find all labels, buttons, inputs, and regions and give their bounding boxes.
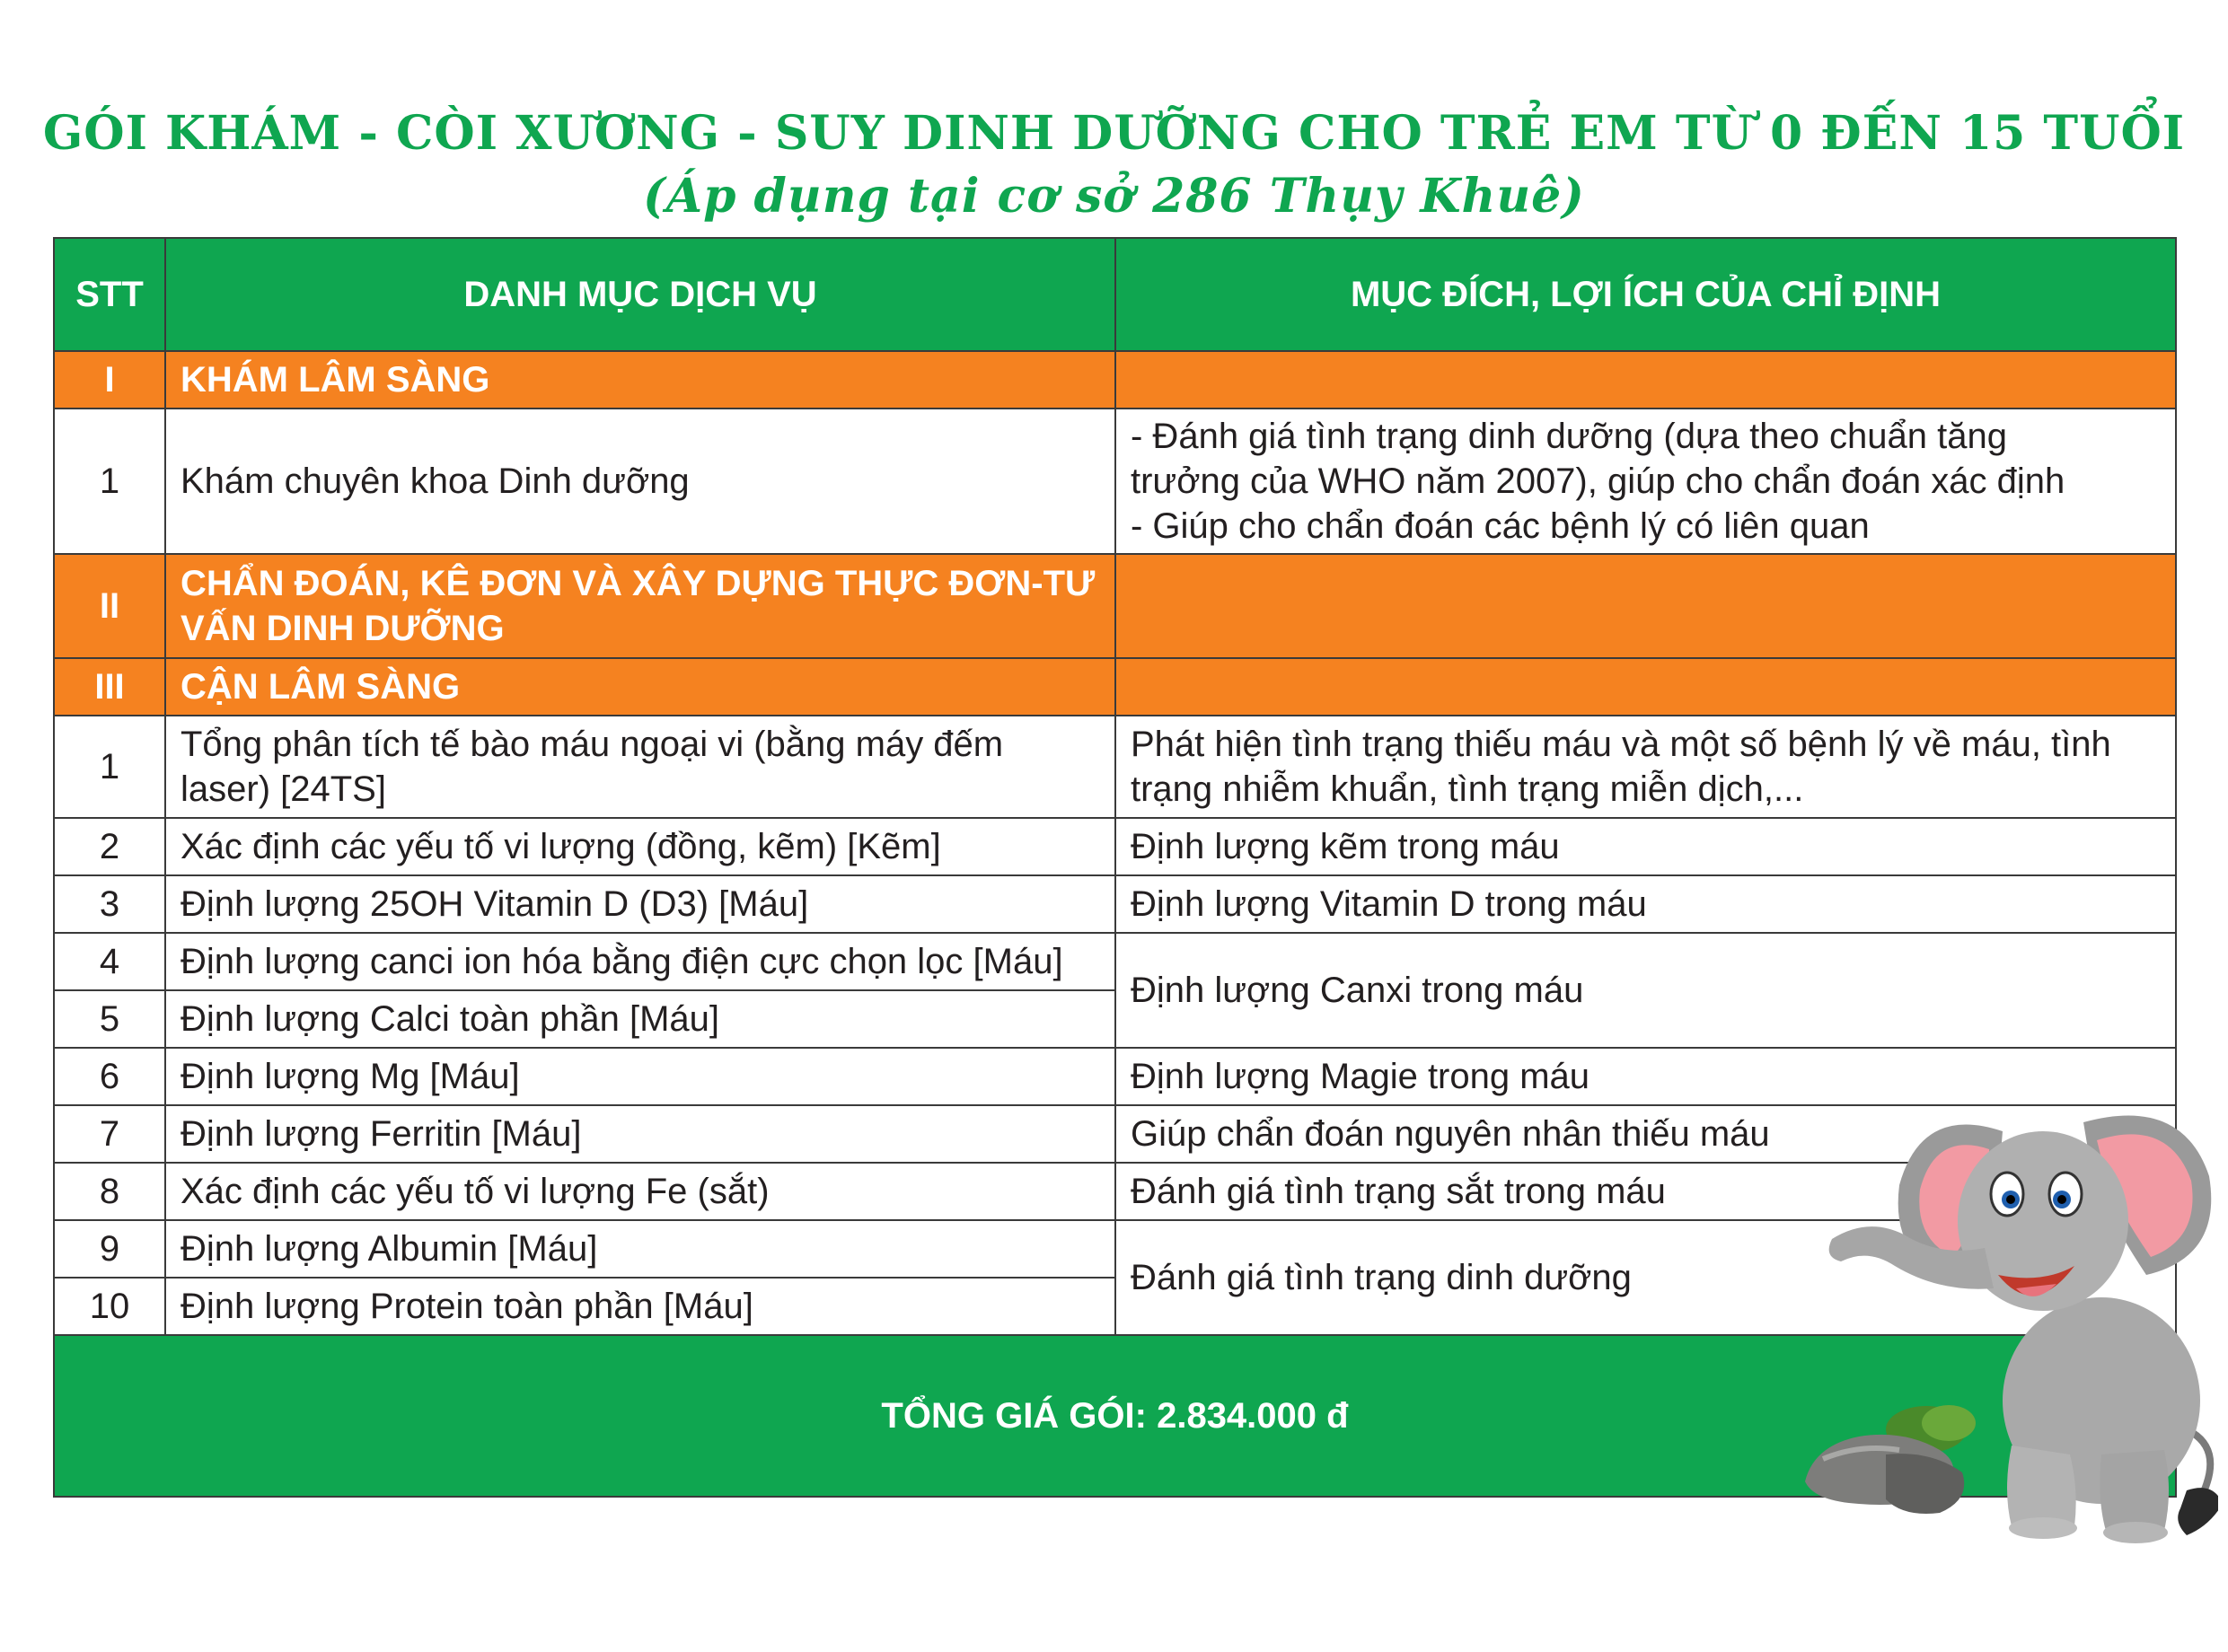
row-number: 8 [54,1163,165,1220]
row-number: 2 [54,818,165,875]
service-name: Xác định các yếu tố vi lượng Fe (sắt) [165,1163,1115,1220]
section-empty-cell [1115,658,2176,716]
section-number: I [54,351,165,409]
table-row [54,818,2176,875]
service-name: Định lượng canci ion hóa bằng điện cực chọn lọc [Máu] [165,933,1115,990]
section-row [54,554,2176,658]
header-service: DANH MỤC DỊCH VỤ [165,238,1115,351]
section-empty-cell [1115,351,2176,409]
row-number: 9 [54,1220,165,1278]
row-number: 10 [54,1278,165,1335]
header-purpose: MỤC ĐÍCH, LỢI ÍCH CỦA CHỈ ĐỊNH [1115,238,2176,351]
section-title: CẬN LÂM SÀNG [165,658,1115,716]
table-row [54,875,2176,933]
service-name: Định lượng Ferritin [Máu] [165,1105,1115,1163]
section-number: II [54,554,165,658]
row-number: 6 [54,1048,165,1105]
section-title [165,554,1115,658]
table-header-row [54,238,2176,351]
service-name: Định lượng Albumin [Máu] [165,1220,1115,1278]
section-title-line: CHẨN ĐOÁN, KÊ ĐƠN VÀ XÂY DỰNG THỰC ĐƠN-TƯ [181,564,1096,603]
purpose-line: trạng nhiễm khuẩn, tình trạng miễn dịch,... [1131,769,1804,809]
service-name: Định lượng Calci toàn phần [Máu] [165,990,1115,1048]
header-stt: STT [54,238,165,351]
purpose-text: Định lượng Vitamin D trong máu [1115,875,2176,933]
row-number: 5 [54,990,165,1048]
section-row [54,351,2176,409]
purpose-text [1115,409,2176,554]
purpose-text: Định lượng Magie trong máu [1115,1048,2176,1105]
row-number: 7 [54,1105,165,1163]
purpose-text: Giúp chẩn đoán nguyên nhân thiếu máu [1115,1105,2176,1163]
service-line: Tổng phân tích tế bào máu ngoại vi (bằng máy đếm [181,725,1004,764]
table-row [54,1048,2176,1105]
purpose-text: Đánh giá tình trạng sắt trong máu [1115,1163,2176,1220]
table-row [54,716,2176,818]
purpose-text [1115,716,2176,818]
purpose-line: - Giúp cho chẩn đoán các bệnh lý có liên quan [1131,506,1870,546]
purpose-line: trưởng của WHO năm 2007), giúp cho chẩn đoán xác định [1131,461,2065,501]
row-number: 4 [54,933,165,990]
page-subtitle: (Áp dụng tại cơ sở 286 Thụy Khuê) [643,169,1585,224]
section-row [54,658,2176,716]
purpose-line: - Đánh giá tình trạng dinh dưỡng (dựa theo chuẩn tăng [1131,417,2007,456]
table-row [54,409,2176,554]
purpose-text: Định lượng Canxi trong máu [1115,933,2176,1048]
purpose-text: Đánh giá tình trạng dinh dưỡng [1115,1220,2176,1335]
section-empty-cell [1115,554,2176,658]
total-price: TỔNG GIÁ GÓI: 2.834.000 đ [54,1335,2176,1497]
purpose-text: Định lượng kẽm trong máu [1115,818,2176,875]
service-name: Định lượng Protein toàn phần [Máu] [165,1278,1115,1335]
row-number: 1 [54,716,165,818]
service-name: Khám chuyên khoa Dinh dưỡng [165,409,1115,554]
section-title: KHÁM LÂM SÀNG [165,351,1115,409]
section-title-line: VẤN DINH DƯỠNG [181,609,505,648]
service-line: laser) [24TS] [181,769,386,809]
elephant-icon [1805,1104,2218,1571]
service-name: Định lượng 25OH Vitamin D (D3) [Máu] [165,875,1115,933]
section-number: III [54,658,165,716]
row-number: 1 [54,409,165,554]
table-row [54,933,2176,990]
page-title: GÓI KHÁM - CÒI XƯƠNG - SUY DINH DƯỠNG CHO TRẺ EM TỪ 0 ĐẾN 15 TUỔI [42,106,2186,161]
row-number: 3 [54,875,165,933]
service-name: Định lượng Mg [Máu] [165,1048,1115,1105]
service-name [165,716,1115,818]
service-name: Xác định các yếu tố vi lượng (đồng, kẽm) [Kẽm] [165,818,1115,875]
purpose-line: Phát hiện tình trạng thiếu máu và một số bệnh lý về máu, tình [1131,725,2111,764]
